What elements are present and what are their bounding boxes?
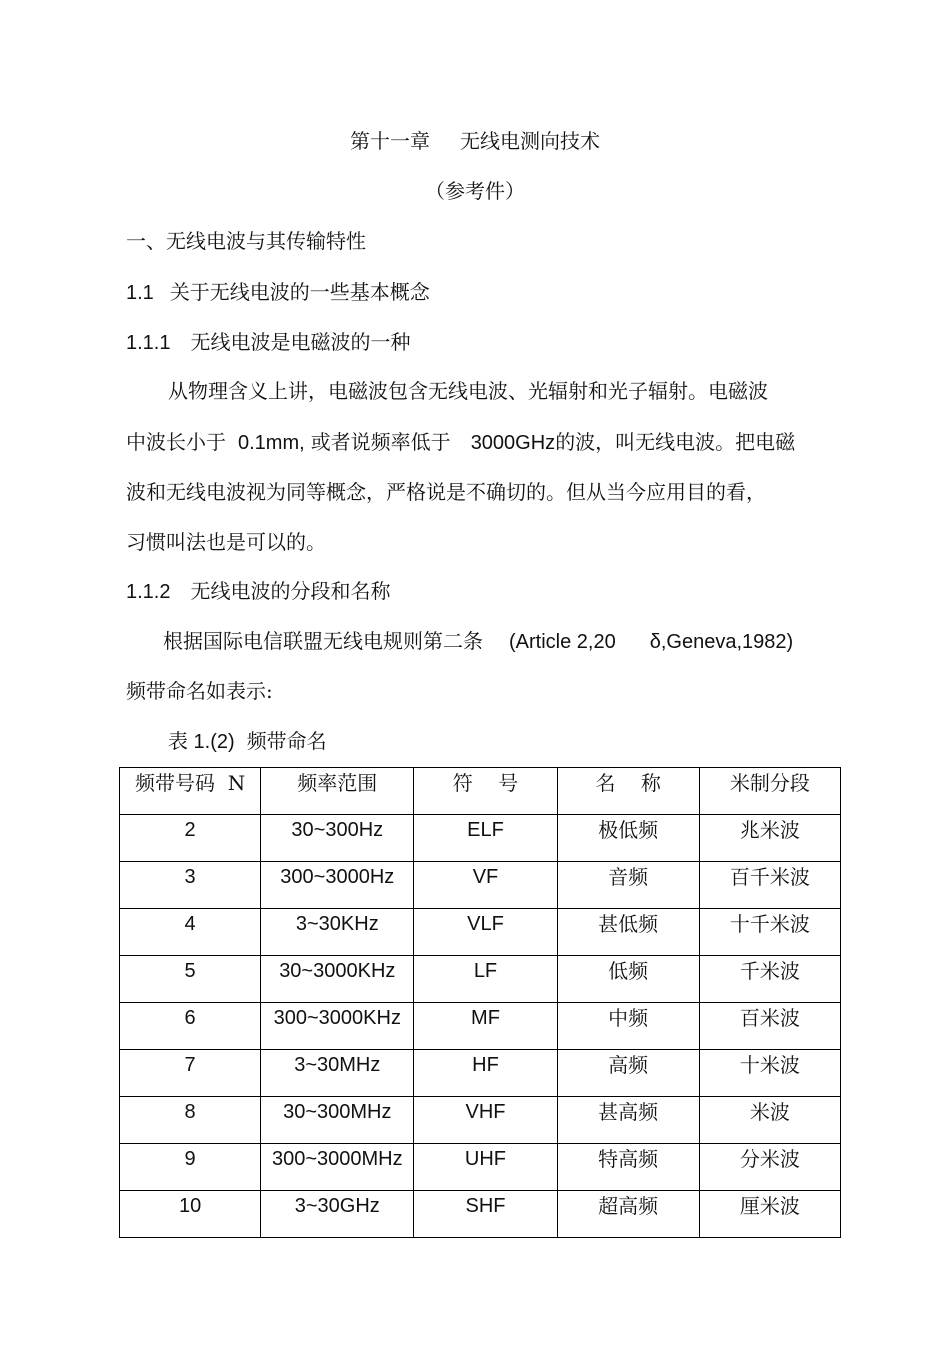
table-row [120, 1144, 841, 1191]
name-cell: 超高频 [557, 1191, 699, 1238]
symbol-cell: VLF [414, 909, 557, 956]
metric-band-cell: 十米波 [699, 1050, 840, 1097]
frequency-range-cell: 30~3000KHz [261, 956, 414, 1003]
metric-band-cell: 兆米波 [699, 815, 840, 862]
name-cell: 甚高频 [557, 1097, 699, 1144]
table-row [120, 909, 841, 956]
section-number: 1.1 [126, 282, 154, 304]
text-run: 的波，叫无线电波。把电磁 [555, 430, 796, 454]
table-row [120, 1050, 841, 1097]
band-number-cell: 4 [120, 909, 261, 956]
band-number-cell: 2 [120, 815, 261, 862]
table-row [120, 815, 841, 862]
band-number-cell: 6 [120, 1003, 261, 1050]
table-row [120, 956, 841, 1003]
section-text: 关于无线电波的一些基本概念 [169, 280, 430, 304]
band-number-cell: 7 [120, 1050, 261, 1097]
table-body [120, 768, 841, 1238]
section-heading-1-1 [126, 280, 430, 305]
name-cell: 音频 [557, 862, 699, 909]
name-cell: 低频 [557, 956, 699, 1003]
metric-band-cell: 千米波 [699, 956, 840, 1003]
frequency-range-cell: 300~3000KHz [261, 1003, 414, 1050]
metric-band-cell: 百千米波 [699, 862, 840, 909]
paragraph-2-line-1 [163, 629, 793, 654]
name-cell: 甚低频 [557, 909, 699, 956]
frequency-range-cell: 3~30GHz [261, 1191, 414, 1238]
name-cell: 中频 [557, 1003, 699, 1050]
symbol-cell: VF [414, 862, 557, 909]
table-row [120, 1003, 841, 1050]
band-number-cell: 3 [120, 862, 261, 909]
section-text: 无线电波是电磁波的一种 [190, 330, 411, 354]
paragraph-1-line-3: 波和无线电波视为同等概念，严格说是不确切的。但从当今应用目的看， [126, 480, 766, 504]
paragraph-1-line-1: 从物理含义上讲，电磁波包含无线电波、光辐射和光子辐射。电磁波 [168, 379, 768, 403]
band-number-cell: 9 [120, 1144, 261, 1191]
chapter-number: 第十一章 [350, 129, 430, 153]
table-number: 表 1.(2) [168, 731, 235, 753]
table-title: 频带命名 [246, 729, 327, 753]
text-run: 中波长小于 [126, 430, 226, 454]
metric-band-cell: 分米波 [699, 1144, 840, 1191]
section-heading-1-1-1 [126, 330, 410, 355]
citation-place: ,Geneva,1982) [660, 631, 794, 653]
table-row [120, 862, 841, 909]
symbol-cell: VHF [414, 1097, 557, 1144]
text-run: 或者说频率低于 [310, 430, 451, 454]
section-number: 1.1.1 [126, 332, 171, 354]
frequency-band-table [119, 767, 841, 1238]
name-cell: 极低频 [557, 815, 699, 862]
metric-band-cell: 十千米波 [699, 909, 840, 956]
table-row [120, 1191, 841, 1238]
paragraph-2-line-2: 频带命名如表示: [126, 679, 273, 703]
header-metric-band: 米制分段 [699, 768, 840, 815]
frequency-range-cell: 30~300MHz [261, 1097, 414, 1144]
chapter-title [0, 129, 950, 153]
band-number-cell: 10 [120, 1191, 261, 1238]
symbol-cell: LF [414, 956, 557, 1003]
symbol-cell: ELF [414, 815, 557, 862]
table-header-row [120, 768, 841, 815]
symbol-cell: SHF [414, 1191, 557, 1238]
metric-band-cell: 米波 [699, 1097, 840, 1144]
table-row [120, 1097, 841, 1144]
name-cell: 特高频 [557, 1144, 699, 1191]
chapter-subtitle: （参考件） [425, 179, 525, 203]
metric-band-cell: 厘米波 [699, 1191, 840, 1238]
symbol-cell: HF [414, 1050, 557, 1097]
symbol-cell: UHF [414, 1144, 557, 1191]
paragraph-1-line-2 [126, 430, 795, 455]
section-number: 1.1.2 [126, 581, 171, 603]
section-text: 无线电波的分段和名称 [190, 579, 391, 603]
symbol-cell: MF [414, 1003, 557, 1050]
section-heading-1: 一、无线电波与其传输特性 [126, 229, 366, 253]
header-symbol: 符 号 [414, 768, 557, 815]
band-number-cell: 8 [120, 1097, 261, 1144]
citation-symbol: δ [649, 631, 661, 653]
value-wavelength: 0.1mm, [238, 432, 305, 454]
frequency-range-cell: 3~30MHz [261, 1050, 414, 1097]
band-number-cell: 5 [120, 956, 261, 1003]
header-name: 名 称 [557, 768, 699, 815]
frequency-range-cell: 3~30KHz [261, 909, 414, 956]
text-run: 根据国际电信联盟无线电规则第二条 [163, 629, 483, 653]
chapter-name: 无线电测向技术 [460, 129, 600, 153]
frequency-range-cell: 300~3000Hz [261, 862, 414, 909]
section-heading-1-1-2 [126, 579, 390, 604]
citation-article: (Article 2,20 [509, 631, 616, 653]
name-cell: 高频 [557, 1050, 699, 1097]
table-caption [168, 729, 327, 754]
header-frequency-range: 频率范围 [261, 768, 414, 815]
paragraph-1-line-4: 习惯叫法也是可以的。 [126, 530, 326, 554]
frequency-range-cell: 30~300Hz [261, 815, 414, 862]
header-band-number: 频带号码 N [120, 768, 261, 815]
metric-band-cell: 百米波 [699, 1003, 840, 1050]
frequency-range-cell: 300~3000MHz [261, 1144, 414, 1191]
value-frequency: 3000GHz [470, 432, 556, 454]
